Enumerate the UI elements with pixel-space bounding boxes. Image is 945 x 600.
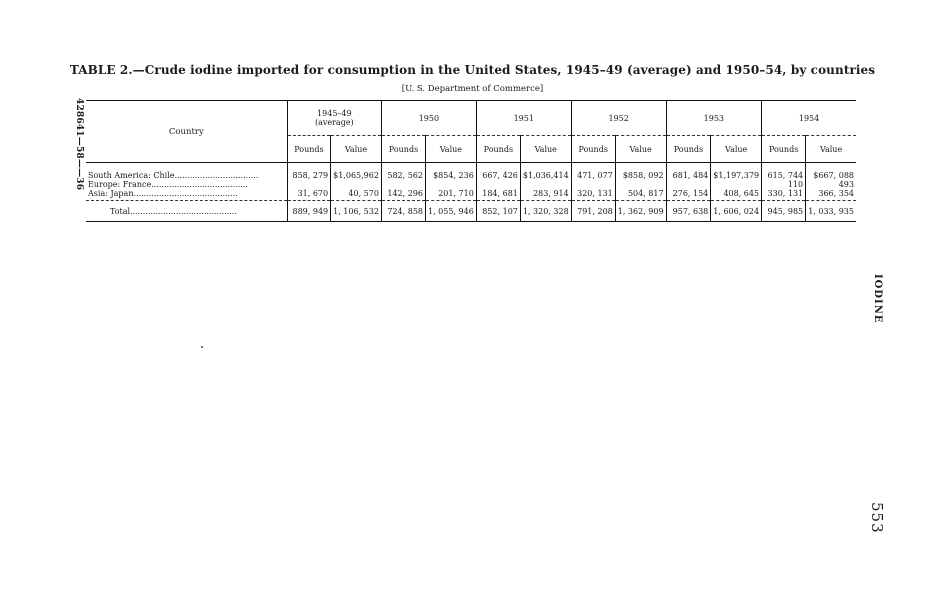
period-header-1953: 1953 — [666, 101, 762, 136]
value-header: Value — [426, 136, 477, 163]
country-label: Europe: France — [88, 180, 152, 189]
cell — [287, 180, 330, 189]
period-header-1954: 1954 — [762, 101, 856, 136]
cell — [615, 180, 666, 189]
cell: 471, 077 — [571, 163, 615, 181]
total-label: Total — [110, 206, 131, 216]
cell: 320, 131 — [571, 189, 615, 201]
cell: $1,197,379 — [711, 163, 762, 181]
value-header: Value — [331, 136, 382, 163]
country-name: South America: Chile................................. — [88, 171, 259, 180]
cell: 110 — [762, 180, 806, 189]
total-cell: 1, 606, 024 — [711, 201, 762, 222]
total-cell: 724, 858 — [381, 201, 425, 222]
iodine-import-table — [86, 100, 856, 222]
cell: 276, 154 — [666, 189, 711, 201]
country-name: Asia: Japan......................................... — [86, 189, 287, 201]
cell — [476, 180, 520, 189]
cell: 283, 914 — [520, 189, 571, 201]
total-cell: 852, 107 — [476, 201, 520, 222]
printer-code: 428641—58——36 — [74, 98, 84, 191]
cell: 40, 570 — [331, 189, 382, 201]
cell — [666, 180, 711, 189]
cell: $1,036,414 — [520, 163, 571, 181]
cell: 667, 426 — [476, 163, 520, 181]
total-cell: 945, 985 — [762, 201, 806, 222]
pounds-header: Pounds — [571, 136, 615, 163]
cell — [381, 180, 425, 189]
cell: $858, 092 — [615, 163, 666, 181]
period-header-1945-49 — [287, 101, 381, 136]
speck — [201, 346, 203, 348]
cell — [711, 180, 762, 189]
cell: 858, 279 — [287, 163, 330, 181]
cell: $854, 236 — [426, 163, 477, 181]
cell — [426, 180, 477, 189]
cell: 615, 744 — [762, 163, 806, 181]
cell — [331, 180, 382, 189]
cell: $667, 088 — [806, 163, 856, 181]
period-header-1950: 1950 — [381, 101, 476, 136]
period-header-1951: 1951 — [476, 101, 571, 136]
country-label: Asia: Japan — [88, 189, 134, 198]
cell: 330, 131 — [762, 189, 806, 201]
cell: 504, 817 — [615, 189, 666, 201]
cell: 366, 354 — [806, 189, 856, 201]
pounds-header: Pounds — [666, 136, 711, 163]
table-title: TABLE 2.—Crude iodine imported for consumption in the United States, 1945–49 (average) and 1950–54, by countries — [69, 63, 876, 77]
total-cell: 1, 033, 935 — [806, 201, 856, 222]
table-source: [U. S. Department of Commerce] — [401, 84, 544, 94]
cell: 582, 562 — [381, 163, 425, 181]
total-cell: 791, 208 — [571, 201, 615, 222]
cell: 493 — [806, 180, 856, 189]
pounds-header: Pounds — [381, 136, 425, 163]
cell: 201, 710 — [426, 189, 477, 201]
table-row-france — [86, 180, 856, 189]
running-head: IODINE — [872, 274, 883, 324]
cell: 31, 670 — [287, 189, 330, 201]
value-header: Value — [520, 136, 571, 163]
value-header: Value — [711, 136, 762, 163]
table-row-japan — [86, 189, 856, 201]
total-cell: 1, 106, 532 — [331, 201, 382, 222]
pounds-header: Pounds — [762, 136, 806, 163]
pounds-header: Pounds — [476, 136, 520, 163]
cell: 142, 296 — [381, 189, 425, 201]
country-header: Country — [86, 101, 287, 163]
period-sublabel: (average) — [314, 118, 354, 127]
cell: 184, 681 — [476, 189, 520, 201]
total-label-cell: Total.......................................... — [110, 206, 237, 216]
cell — [571, 180, 615, 189]
pounds-header: Pounds — [287, 136, 330, 163]
page-number: 553 — [868, 502, 886, 534]
cell: 408, 645 — [711, 189, 762, 201]
period-label: 1945–49 — [317, 109, 352, 118]
value-header: Value — [615, 136, 666, 163]
total-cell: 1, 320, 328 — [520, 201, 571, 222]
country-label: South America: Chile — [88, 171, 175, 180]
table-row-total — [86, 201, 856, 222]
cell — [520, 180, 571, 189]
period-header-1952: 1952 — [571, 101, 666, 136]
total-cell: 1, 055, 946 — [426, 201, 477, 222]
total-cell: 889, 949 — [287, 201, 330, 222]
table-row-chile — [86, 163, 856, 181]
total-cell: 957, 638 — [666, 201, 711, 222]
total-cell: 1, 362, 909 — [615, 201, 666, 222]
country-name: Europe: France...................................... — [88, 180, 248, 189]
cell: 681, 484 — [666, 163, 711, 181]
value-header: Value — [806, 136, 856, 163]
cell: $1,065,962 — [331, 163, 382, 181]
